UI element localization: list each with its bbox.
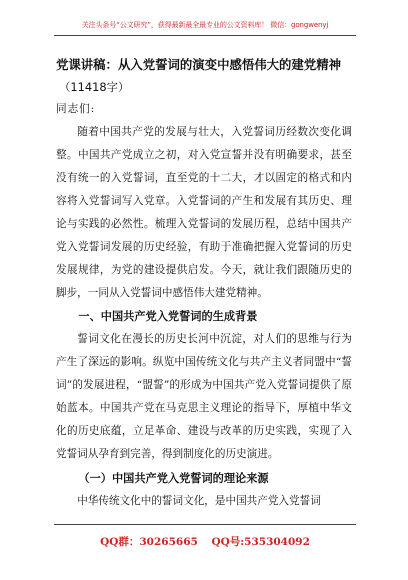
footer-divider <box>54 524 356 525</box>
greeting: 同志们: <box>56 103 96 115</box>
page-footer <box>54 524 356 564</box>
section-paragraph: 誓词文化在漫长的历史长河中沉淀，对人们的思维与行为产生了深远的影响。纵览中国传统文化与共产主义者同盟中“誓词”的发展进程，“盟誓”的形成为中国共产党入党誓词提供了原始蓝本。中国共产党在马克思主义理论的指导下，厚植中华文化的历史底蕴，立足革命、建设与改革的历史实践，实现了入党誓词从孕育到完善，得到制度化的历史演进。 <box>56 333 352 460</box>
footer-qq-group: QQ群：30265665 <box>100 536 198 548</box>
section-heading: 一、中国共产党入党誓词的生成背景 <box>78 310 258 323</box>
page-header <box>0 0 408 46</box>
word-count: （11418字） <box>59 80 130 94</box>
document-body <box>56 54 352 513</box>
footer-qq-number: QQ号:535304092 <box>211 536 310 548</box>
intro-paragraph: 随着中国共产党的发展与壮大，入党誓词历经数次变化调整。中国共产党成立之初，对入党宣誓并没有明确要求，甚至没有统一的入党誓词，直至党的十二大，才以固定的格式和内容将入党誓词写入党章。入党誓词的产生和发展有其历史、理论与实践的必然性。梳理入党誓词的发展历程，总结中国共产党入党誓词发展的历史经验，有助于准确把握入党誓词的历史发展规律，为党的建设提供启发。今天，就让我们跟随历史的脚步，一同从入党誓词中感悟伟大建党精神。 <box>56 126 352 299</box>
subsection-heading: （一）中国共产党入党誓词的理论来源 <box>78 471 269 485</box>
header-divider <box>54 35 356 36</box>
subsection-paragraph: 中华传统文化中的誓词文化，是中国共产党入党誓词 <box>77 495 321 507</box>
footer-contact <box>54 534 356 549</box>
document-title: 党课讲稿：从入党誓词的演变中感悟伟大的建党精神 <box>56 57 341 72</box>
header-promo-text: 关注头条号“公文研究”，获得最新最全最专业的公文资料库！ 微信：gongwenyj <box>81 21 329 29</box>
